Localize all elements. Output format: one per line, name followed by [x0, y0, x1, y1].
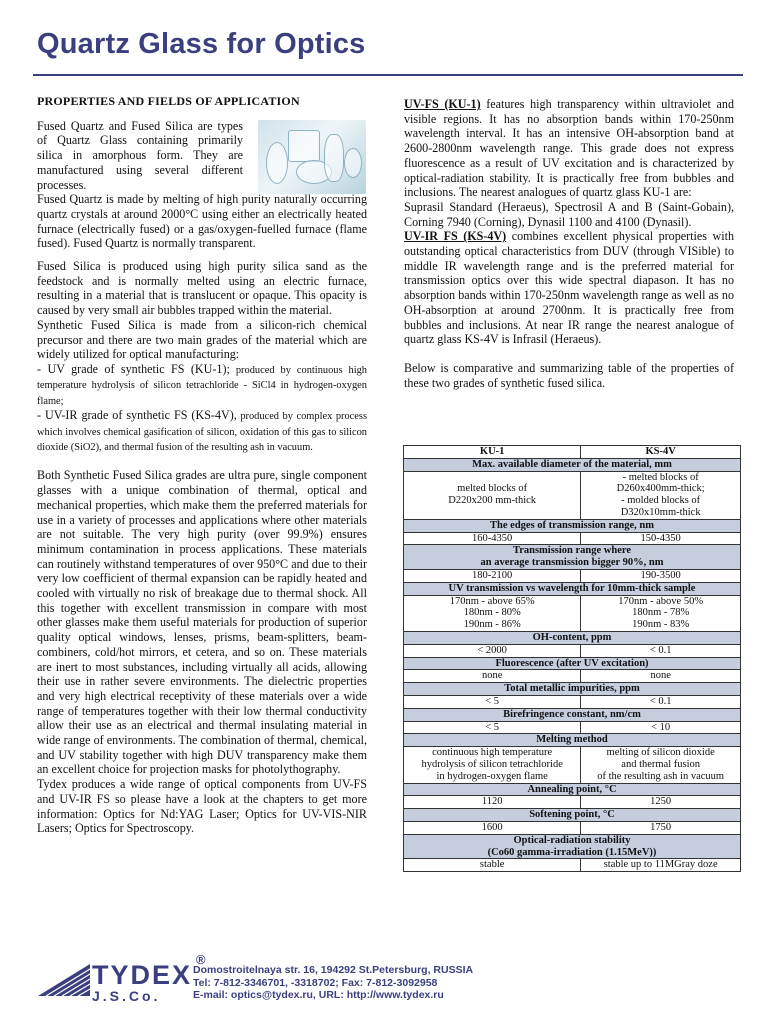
section-birefringence: Birefringence constant, nm/cm — [404, 708, 741, 721]
tydex-logo-icon — [36, 962, 92, 998]
synthetic-paragraph: Synthetic Fused Silica is made from a silicon-rich chemical precursor and there are two main grades of the material which are widely utilized for optical manufacturing: — [37, 317, 367, 362]
uvfs-analogues: Suprasil Standard (Heraeus), Spectrosil A and B (Saint-Gobain), Corning 7940 (Corning), Dynasil 1100 and 4100 (Dynasil). — [404, 199, 734, 229]
col-ks4v: KS-4V — [581, 446, 741, 459]
uvir-paragraph: UV-IR FS (KS-4V) combines excellent physical properties with outstanding optical characteristics from DUV (through VISible) to middle IR wavelength range and is the preferred material for transmission optics over this wide spectral diapason. It has no absorption bands within 170-250nm wavelength range as well as no OH-absorption at around 2700nm. It is practically free from bubbles and inclusions. At near IR range the nearest analogue of quartz glass KS-4V is Infrasil (Heraeus). — [404, 229, 734, 347]
fused-quartz-paragraph: Fused Quartz is made by melting of high purity naturally occurring quartz crystals at around 2000°C using either an electrically heated furnace (electrically fused) or a gas/oxygen-fuelled furnace (flame fused). Fused Quartz is normally transparent. — [37, 192, 367, 251]
section-heading: PROPERTIES AND FIELDS OF APPLICATION — [37, 94, 300, 108]
table-row: melted blocks of D220x200 mm-thick - melted blocks of D260x400mm-thick; - molded blocks of D320x10mm-thick — [404, 471, 741, 519]
table-row: 1600 1750 — [404, 821, 741, 834]
tydex-paragraph: Tydex produces a wide range of optical components from UV-FS and UV-IR FS so please have a look at the chapters to get more information: Optics for Nd:YAG Laser; Optics for UV-VIS-NIR Lasers; Optics for Spectroscopy. — [37, 777, 367, 836]
intro-paragraph: Fused Quartz and Fused Silica are types of Quartz Glass containing primarily silica in amorphous form. They are manufactured using several different processes. — [37, 118, 243, 192]
section-fluorescence: Fluorescence (after UV excitation) — [404, 657, 741, 670]
contact-block — [193, 964, 473, 1002]
section-transmission: Transmission range where an average transmission bigger 90%, nm — [404, 545, 741, 570]
section-metallic: Total metallic impurities, ppm — [404, 683, 741, 696]
section-softening: Softening point, °C — [404, 809, 741, 822]
left-column — [37, 94, 367, 836]
title-rule — [33, 74, 743, 76]
page-title: Quartz Glass for Optics — [37, 28, 366, 60]
email-line: E-mail: optics@tydex.ru, URL: http://www.tydex.ru — [193, 989, 444, 1001]
properties-table — [403, 445, 741, 872]
table-row: 170nm - above 65% 180nm - 80% 190nm - 86% 170nm - above 50% 180nm - 78% 190nm - 83% — [404, 595, 741, 631]
section-edges: The edges of transmission range, nm — [404, 519, 741, 532]
section-uv: UV transmission vs wavelength for 10mm-thick sample — [404, 582, 741, 595]
table-header-row — [404, 446, 741, 459]
table-row: 160-4350 150-4350 — [404, 532, 741, 545]
section-annealing: Annealing point, °C — [404, 783, 741, 796]
properties-paragraph: Both Synthetic Fused Silica grades are ultra pure, single component glasses with a unique combination of thermal, optical and mechanical properties, which make them the preferred materials for use in a variety of processes and applications where other materials are not suitable. The very high purity (over 99.9%) ensures minimum contamination in process applications. These materials can routinely withstand temperatures of over 950°C and due to their very low coefficient of thermal expansion can be rapidly heated and cooled with virtually no risk of breakage due to thermal shock. All this together with excellent transmission in compare with most other glasses make them useful materials for production of superior quality optical windows, lenses, prisms, beam-splitters, beam-combiners, cold/hot mirrors, et cetera, and so on. These materials are inert to most substances, including virtually all acids, allowing their use in rather severe environments. The dielectric properties and very high electrical receptivity of these materials over a wide range of temperatures together with their low thermal conductivity allow their use as an electrical and thermal insulating material in wide range of environments. The combination of thermal, chemical, and UV stability together with high DUV transparency make them an excellent choice for projection masks for photolythography. — [37, 468, 367, 777]
fused-silica-paragraph: Fused Silica is produced using high purity silica sand as the feedstock and is normally melted using an electric furnace, resulting in a material that is translucent or opaque. This opacity is caused by very small air bubbles trapped within the material. — [37, 259, 367, 318]
address-line: Domostroitelnaya str. 16, 194292 St.Petersburg, RUSSIA — [193, 964, 474, 976]
table-row: < 5 < 10 — [404, 721, 741, 734]
table-row: 180-2100 190-3500 — [404, 569, 741, 582]
table-row: 1120 1250 — [404, 796, 741, 809]
section-radiation: Optical-radiation stability (Co60 gamma-irradiation (1.15MeV)) — [404, 834, 741, 859]
right-column — [404, 97, 734, 390]
table-intro: Below is comparative and summarizing table of the properties of these two grades of synthetic fused silica. — [404, 360, 734, 390]
uv-grade-item: - UV grade of synthetic FS (KU-1); produced by continuous high temperature hydrolysis of silicon tetrachloride - SiCl4 in hydrogen-oxygen flame; — [37, 361, 367, 407]
uvfs-paragraph: UV-FS (KU-1) features high transparency within ultraviolet and visible regions. It has no absorption bands within 170-250nm wavelength interval. It has an intensive OH-absorption band at 2600-2800nm wavelength range. This grade does not express fluorescence as a result of UV excitation and is characterized by optical-radiation stability. It is practically free from bubbles and inclusions. The nearest analogues of quartz glass KU-1 are: — [404, 97, 734, 200]
table-row: continuous high temperature hydrolysis of silicon tetrachloride in hydrogen-oxygen flame melting of silicon dioxide and thermal fusion of the resulting ash in vacuum — [404, 747, 741, 783]
table-row: none none — [404, 670, 741, 683]
brand-name: TYDEX® — [92, 952, 208, 990]
section-oh: OH-content, ppm — [404, 631, 741, 644]
section-diameter: Max. available diameter of the material, mm — [404, 458, 741, 471]
brand-subtitle: J.S.Co. — [92, 988, 161, 1004]
uvir-grade-item: - UV-IR grade of synthetic FS (KS-4V), produced by complex process which involves chemical gasification of silicon, oxidation of this gas to silicon dioxide (SiO2), and thermal fusion of the resulting ash in vacuum. — [37, 408, 367, 453]
table-row: < 2000 < 0.1 — [404, 644, 741, 657]
section-melting: Melting method — [404, 734, 741, 747]
table-row: < 5 < 0.1 — [404, 695, 741, 708]
phone-line: Tel: 7-812-3346701, -3318702; Fax: 7-812-3092958 — [193, 976, 438, 989]
col-ku1: KU-1 — [404, 446, 581, 459]
table-row: stable stable up to 11MGray doze — [404, 859, 741, 872]
